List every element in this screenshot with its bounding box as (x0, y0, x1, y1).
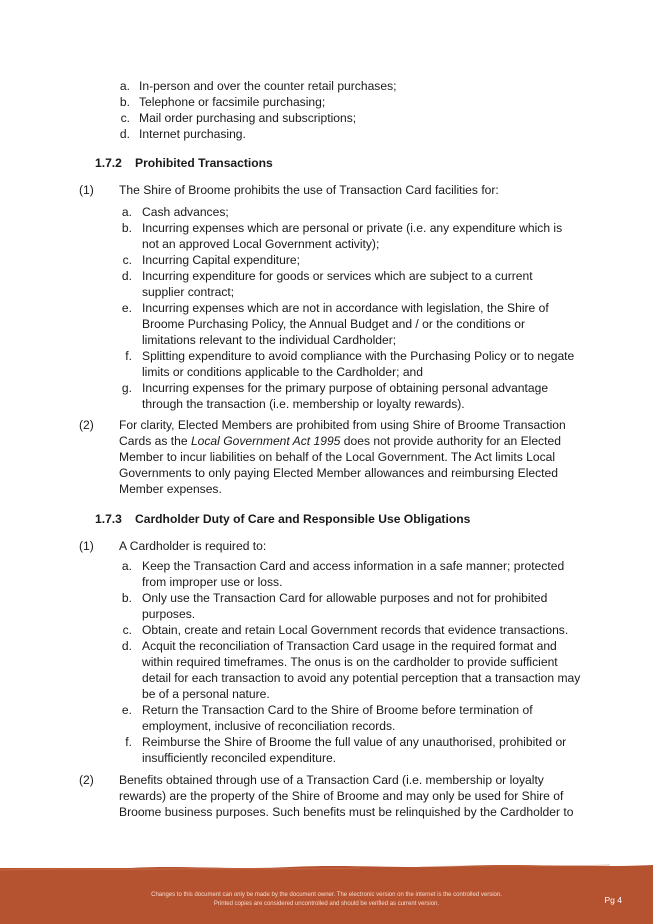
list-item (0, 590, 653, 622)
list-item (0, 268, 653, 300)
list-item (0, 204, 653, 220)
list-text: Reimburse the Shire of Broome the full value of any unauthorised, prohibited or insufficiently reconciled expenditure. (142, 735, 567, 765)
list-item (0, 558, 653, 590)
paragraph-text-end: does not provide authority for an Elected Member to incur liabilities on behalf of the Local Government. The Act limits Local Governments to only paying Elected Member allowances and reimbursing Elected Member expenses. (119, 434, 561, 496)
list-item (0, 220, 653, 252)
list-letter: c. (122, 623, 132, 637)
list-text: Incurring Capital expenditure; (142, 253, 300, 267)
purchase-methods-list (0, 78, 653, 142)
section-number: 1.7.2 (95, 156, 122, 170)
paragraph-number: (2) (79, 418, 94, 432)
brush-edge-graphic (0, 858, 653, 882)
paragraph-text: Benefits obtained through use of a Transaction Card (i.e. membership or loyalty rewards) are the property of the Shire of Broome and may only be used for Shire of Broome business purposes. Such benefits must be relinquished by the Cardholder to (119, 773, 574, 819)
list-text: Incurring expenses which are not in accordance with legislation, the Shire of Broome Purchasing Policy, the Annual Budget and / or the conditions or limitations relevant to the individual Cardholder; (142, 301, 549, 347)
list-item (0, 300, 653, 348)
paragraph-number: (1) (79, 183, 94, 197)
list-text: Telephone or facsimile purchasing; (139, 95, 326, 109)
list-letter: d. (121, 269, 132, 283)
list-text: Splitting expenditure to avoid compliance with the Purchasing Policy or to negate limits or conditions applicable to the Cardholder; and (142, 349, 575, 379)
list-letter: b. (119, 95, 130, 109)
paragraph-number: (2) (79, 773, 94, 787)
section-heading-1-7-3 (95, 511, 470, 527)
list-letter: f. (125, 735, 132, 749)
paragraph-text: A Cardholder is required to: (119, 539, 267, 553)
list-letter: f. (125, 349, 132, 363)
list-text: Keep the Transaction Card and access information in a safe manner; protected from improper use or loss. (142, 559, 565, 589)
list-letter: g. (121, 381, 132, 395)
cardholder-obligations-list (0, 558, 653, 766)
list-text: Obtain, create and retain Local Government records that evidence transactions. (142, 623, 569, 637)
list-letter: c. (120, 111, 130, 125)
list-text: Incurring expenditure for goods or services which are subject to a current supplier contract; (142, 269, 533, 299)
list-item (0, 110, 653, 126)
list-item (0, 78, 653, 94)
list-letter: d. (119, 127, 130, 141)
list-item (0, 380, 653, 412)
list-item (0, 638, 653, 702)
list-letter: a. (121, 559, 132, 573)
list-text: Incurring expenses which are personal or private (i.e. any expenditure which is not an approved Local Government activity); (142, 221, 563, 251)
list-text: Incurring expenses for the primary purpose of obtaining personal advantage through the transaction (i.e. membership or loyalty rewards). (142, 381, 549, 411)
list-text: Acquit the reconciliation of Transaction Card usage in the required format and within required timeframes. The onus is on the cardholder to provide sufficient detail for each transaction to avoid any potential perception that a transaction may be of a personal nature. (142, 639, 581, 701)
list-item (0, 252, 653, 268)
paragraph-number: (1) (79, 539, 94, 553)
list-item (0, 734, 653, 766)
list-text: Mail order purchasing and subscriptions; (139, 111, 357, 125)
list-letter: b. (121, 591, 132, 605)
list-item (0, 622, 653, 638)
list-item (0, 94, 653, 110)
list-letter: a. (119, 79, 130, 93)
list-letter: d. (121, 639, 132, 653)
list-text: In-person and over the counter retail purchases; (139, 79, 397, 93)
prohibited-uses-list (0, 204, 653, 412)
list-letter: e. (121, 301, 132, 315)
list-letter: c. (122, 253, 132, 267)
footer-disclaimer-line-1: Changes to this document can only be made by the document owner. The electronic version on the internet is the controlled version. (151, 892, 502, 898)
section-title: Cardholder Duty of Care and Responsible Use Obligations (135, 512, 471, 526)
footer-disclaimer (0, 891, 653, 909)
list-text: Return the Transaction Card to the Shire of Broome before termination of employment, inclusive of reconciliation records. (142, 703, 533, 733)
paragraph-text-start: For clarity, Elected Members are prohibited from using Shire of Broome Transaction Cards as the (119, 418, 566, 448)
page-number: Pg 4 (604, 895, 622, 905)
act-title: Local Government Act 1995 (190, 434, 341, 448)
paragraph-text: The Shire of Broome prohibits the use of Transaction Card facilities for: (119, 183, 499, 197)
list-item (0, 126, 653, 142)
list-letter: a. (121, 205, 132, 219)
section-number: 1.7.3 (95, 512, 122, 526)
paragraph-text (119, 417, 581, 497)
list-text: Only use the Transaction Card for allowable purposes and not for prohibited purposes. (142, 591, 548, 621)
list-letter: e. (121, 703, 132, 717)
list-item (0, 348, 653, 380)
footer-disclaimer-line-2: Printed copies are considered uncontrolled and should be verified as current version. (213, 901, 440, 907)
list-text: Internet purchasing. (139, 127, 246, 141)
list-text: Cash advances; (142, 205, 229, 219)
section-heading-1-7-2 (95, 155, 273, 171)
list-item (0, 702, 653, 734)
list-letter: b. (121, 221, 132, 235)
section-title: Prohibited Transactions (135, 156, 273, 170)
